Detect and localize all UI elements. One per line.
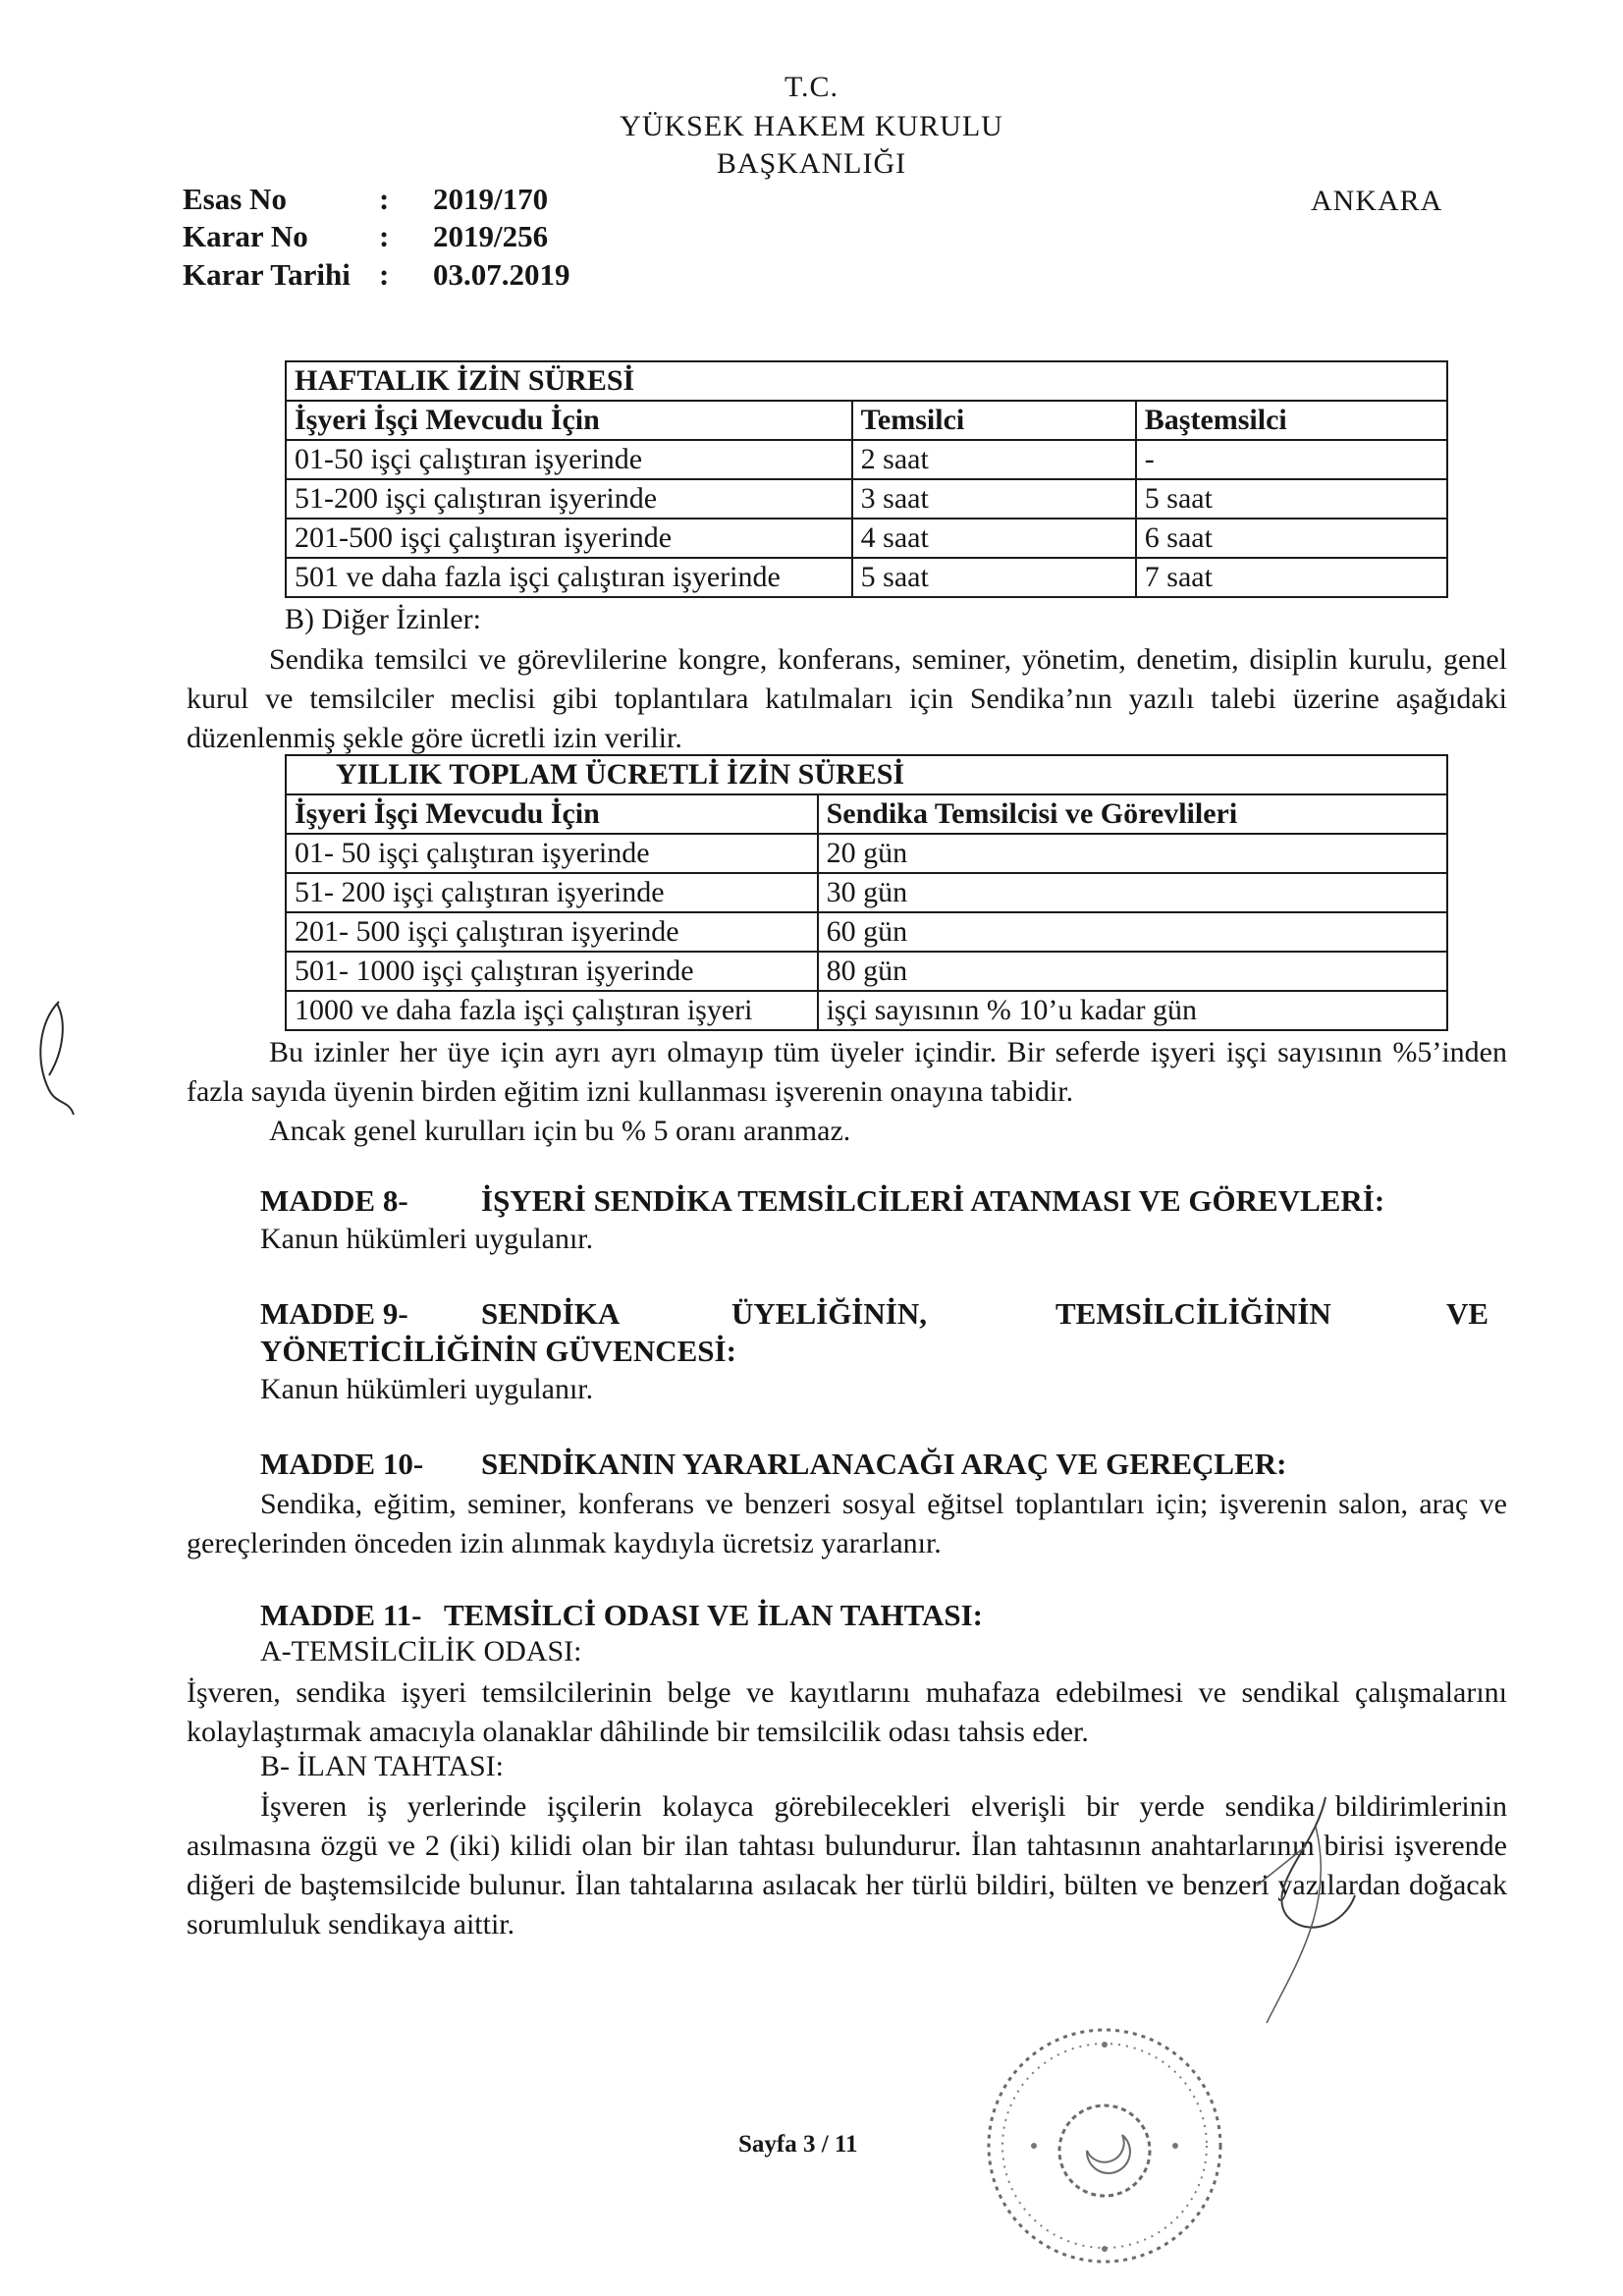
header-city: ANKARA — [1311, 185, 1443, 217]
section-b-paragraph: Sendika temsilci ve görevlilerine kongre, konferans, seminer, yönetim, denetim, disiplin kurulu, genel kurul ve temsilciler meclisi gibi toplantılara katılmaları için Sendika’nın yazılı talebi üzerine aşağıdaki düzenlenmiş şekle göre ücretli izin verilir. — [187, 643, 1507, 754]
madde-9-title-word: TEMSİLCİLİĞİNİN — [1055, 1296, 1331, 1331]
madde-9-title-line2: YÖNETİCİLİĞİNİN GÜVENCESİ: — [260, 1334, 736, 1368]
madde-10-number: MADDE 10- — [260, 1447, 424, 1481]
table-cell: 201- 500 işçi çalıştıran işyerinde — [286, 912, 818, 952]
madde-9-title-word: VE — [1446, 1296, 1489, 1331]
right-signature — [1198, 1768, 1375, 2043]
table-row — [286, 952, 1447, 991]
madde-11-b-body: İşveren iş yerlerinde işçilerin kolayca görebilecekleri elverişli bir yerde sendika bildirimlerinin asılmasına özgü ve 2 (iki) kilidi olan bir ilan tahtası bulundurur. İlan tahtasının anahtarlarının birisi işverende diğeri de baştemsilcide bulunur. İlan tahtalarına asılacak her türlü bildiri, bülten ve benzeri yazılardan doğacak sorumluluk sendikaya aittir. — [187, 1790, 1507, 1941]
table-cell: 30 gün — [818, 873, 1447, 912]
table-row — [286, 519, 1447, 558]
annual-leave-table — [285, 754, 1448, 1031]
madde-9-title-word: ÜYELİĞİNİN, — [731, 1296, 927, 1331]
table-cell: 01- 50 işçi çalıştıran işyerinde — [286, 834, 818, 873]
table-cell: 5 saat — [1136, 479, 1447, 519]
meta-tarih-value: 03.07.2019 — [433, 257, 570, 292]
table-cell: 201-500 işçi çalıştıran işyerinde — [286, 519, 852, 558]
madde-8-body: Kanun hükümleri uygulanır. — [260, 1223, 594, 1255]
meta-karar-label: Karar No — [183, 219, 308, 253]
meta-karar-value: 2019/256 — [433, 219, 549, 253]
madde-10-title: SENDİKANIN YARARLANACAĞI ARAÇ VE GEREÇLER: — [481, 1447, 1287, 1481]
section-b-heading: B) Diğer İzinler: — [285, 603, 481, 635]
table-header: İşyeri İşçi Mevcudu İçin — [286, 794, 818, 834]
weekly-leave-title: HAFTALIK İZİN SÜRESİ — [286, 361, 1447, 401]
table-row — [286, 479, 1447, 519]
table-row — [286, 558, 1447, 597]
meta-esas — [183, 182, 674, 221]
madde-11-b-heading: B- İLAN TAHTASI: — [260, 1750, 504, 1782]
madde-9-body: Kanun hükümleri uygulanır. — [260, 1373, 594, 1405]
table-cell: 51-200 işçi çalıştıran işyerinde — [286, 479, 852, 519]
table-row — [286, 440, 1447, 479]
table-cell: 501 ve daha fazla işçi çalıştıran işyerinde — [286, 558, 852, 597]
madde-9-title-word: SENDİKA — [481, 1296, 621, 1331]
table-cell: 3 saat — [852, 479, 1136, 519]
madde-8-number: MADDE 8- — [260, 1183, 408, 1218]
header-tc: T.C. — [784, 71, 839, 103]
page-number: Sayfa 3 / 11 — [738, 2131, 858, 2158]
table-cell: işçi sayısının % 10’u kadar gün — [818, 991, 1447, 1030]
table-header: Sendika Temsilcisi ve Görevlileri — [818, 794, 1447, 834]
header-presidency: BAŞKANLIĞI — [716, 147, 907, 180]
header-institution: YÜKSEK HAKEM KURULU — [620, 110, 1003, 142]
table-cell: 501- 1000 işçi çalıştıran işyerinde — [286, 952, 818, 991]
table-cell: 4 saat — [852, 519, 1136, 558]
meta-karar — [183, 219, 674, 258]
meta-colon: : — [379, 182, 390, 216]
table-cell: 5 saat — [852, 558, 1136, 597]
madde-10-body: Sendika, eğitim, seminer, konferans ve benzeri sosyal eğitsel toplantıları için; işverenin salon, araç ve gereçlerinden önceden izin alınmak kaydıyla ücretsiz yararlanır. — [187, 1488, 1507, 1559]
table-cell: 6 saat — [1136, 519, 1447, 558]
meta-tarih — [183, 257, 674, 297]
madde-9-number: MADDE 9- — [260, 1296, 408, 1331]
table-row — [286, 834, 1447, 873]
table-row — [286, 991, 1447, 1030]
madde-11-a-body: İşveren, sendika işyeri temsilcilerinin belge ve kayıtlarını muhafaza edebilmesi ve sendikal çalışmalarını kolaylaştırmak amacıyla olanaklar dâhilinde bir temsilcilik odası tahsis eder. — [187, 1676, 1507, 1748]
table-row — [286, 912, 1447, 952]
madde-11-number: MADDE 11- — [260, 1598, 422, 1632]
table-cell: 01-50 işçi çalıştıran işyerinde — [286, 440, 852, 479]
meta-esas-value: 2019/170 — [433, 182, 549, 216]
madde-8-title: İŞYERİ SENDİKA TEMSİLCİLERİ ATANMASI VE GÖREVLERİ: — [481, 1183, 1385, 1218]
left-margin-signature — [20, 982, 88, 1129]
meta-tarih-label: Karar Tarihi — [183, 257, 351, 292]
meta-colon: : — [379, 219, 390, 253]
leave-note-paragraph: Bu izinler her üye için ayrı ayrı olmayıp tüm üyeler içindir. Bir seferde işyeri işçi sayısının %5’inden fazla sayıda üyenin birden eğitim izni kullanması işverenin onayına tabidir. — [187, 1036, 1507, 1108]
table-cell: 80 gün — [818, 952, 1447, 991]
official-seal-stamp — [957, 2003, 1252, 2288]
meta-esas-label: Esas No — [183, 182, 287, 216]
table-header: Temsilci — [852, 401, 1136, 440]
table-cell: 7 saat — [1136, 558, 1447, 597]
table-row — [286, 873, 1447, 912]
leave-note-paragraph-2: Ancak genel kurulları için bu % 5 oranı aranmaz. — [269, 1115, 851, 1147]
annual-leave-title: YILLIK TOPLAM ÜCRETLİ İZİN SÜRESİ — [286, 755, 1447, 794]
meta-colon: : — [379, 257, 390, 292]
table-cell: - — [1136, 440, 1447, 479]
table-cell: 51- 200 işçi çalıştıran işyerinde — [286, 873, 818, 912]
madde-11-title: TEMSİLCİ ODASI VE İLAN TAHTASI: — [444, 1598, 983, 1632]
table-header: Baştemsilci — [1136, 401, 1447, 440]
table-cell: 20 gün — [818, 834, 1447, 873]
table-cell: 1000 ve daha fazla işçi çalıştıran işyeri — [286, 991, 818, 1030]
table-header: İşyeri İşçi Mevcudu İçin — [286, 401, 852, 440]
table-cell: 2 saat — [852, 440, 1136, 479]
weekly-leave-table — [285, 360, 1448, 598]
table-cell: 60 gün — [818, 912, 1447, 952]
madde-11-a-heading: A-TEMSİLCİLİK ODASI: — [260, 1635, 582, 1667]
